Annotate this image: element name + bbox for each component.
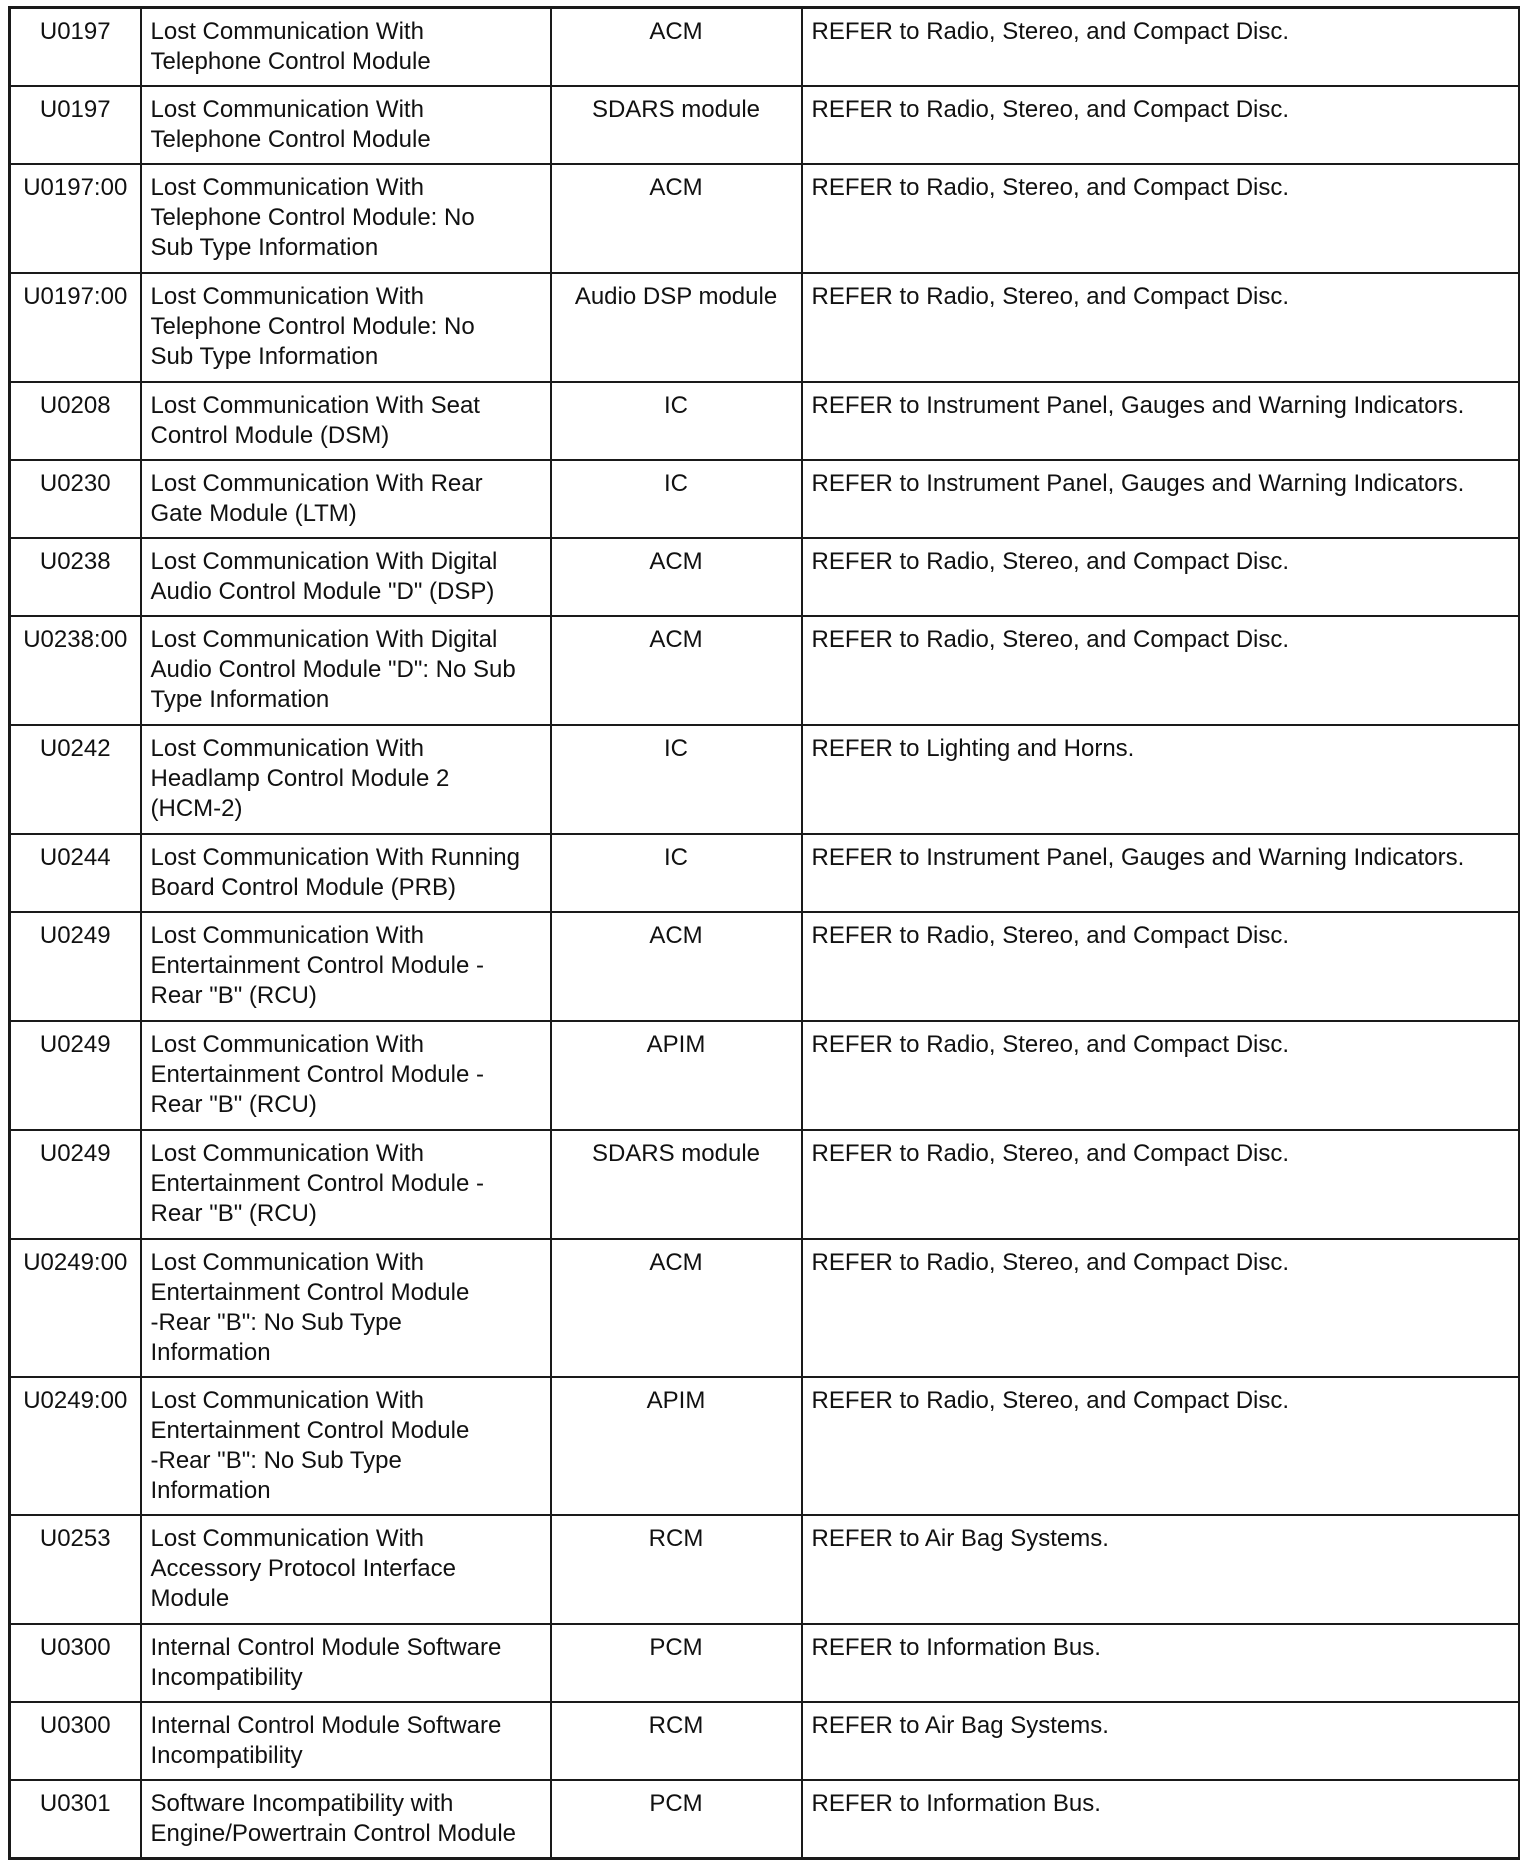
dtc-code-cell: U0208 <box>10 382 141 460</box>
description-cell: Lost Communication With Entertainment Control Module - Rear "B" (RCU) <box>141 1130 551 1239</box>
dtc-code-cell: U0249 <box>10 1021 141 1130</box>
module-cell: ACM <box>551 8 802 87</box>
action-cell: REFER to Radio, Stereo, and Compact Disc. <box>802 273 1520 382</box>
dtc-code-cell: U0301 <box>10 1780 141 1859</box>
dtc-code-cell: U0244 <box>10 834 141 912</box>
action-cell: REFER to Radio, Stereo, and Compact Disc. <box>802 86 1520 164</box>
module-cell: SDARS module <box>551 1130 802 1239</box>
module-cell: RCM <box>551 1515 802 1624</box>
description-cell: Lost Communication With Running Board Control Module (PRB) <box>141 834 551 912</box>
module-cell: RCM <box>551 1702 802 1780</box>
action-cell: REFER to Instrument Panel, Gauges and Warning Indicators. <box>802 834 1520 912</box>
table-row <box>10 1130 1520 1239</box>
dtc-code-cell: U0242 <box>10 725 141 834</box>
action-cell: REFER to Radio, Stereo, and Compact Disc. <box>802 1377 1520 1515</box>
module-cell: ACM <box>551 912 802 1021</box>
table-row <box>10 382 1520 460</box>
module-cell: PCM <box>551 1624 802 1702</box>
table-row <box>10 1239 1520 1377</box>
action-cell: REFER to Information Bus. <box>802 1780 1520 1859</box>
dtc-code-cell: U0197:00 <box>10 273 141 382</box>
action-cell: REFER to Instrument Panel, Gauges and Warning Indicators. <box>802 382 1520 460</box>
description-cell: Lost Communication With Rear Gate Module (LTM) <box>141 460 551 538</box>
table-row <box>10 1377 1520 1515</box>
description-cell: Lost Communication With Entertainment Control Module - Rear "B" (RCU) <box>141 912 551 1021</box>
dtc-code-cell: U0253 <box>10 1515 141 1624</box>
module-cell: Audio DSP module <box>551 273 802 382</box>
description-cell: Lost Communication With Entertainment Control Module - Rear "B" (RCU) <box>141 1021 551 1130</box>
action-cell: REFER to Radio, Stereo, and Compact Disc. <box>802 1130 1520 1239</box>
module-cell: SDARS module <box>551 86 802 164</box>
module-cell: ACM <box>551 616 802 725</box>
table-row <box>10 8 1520 87</box>
table-row <box>10 460 1520 538</box>
table-row <box>10 1780 1520 1859</box>
action-cell: REFER to Air Bag Systems. <box>802 1702 1520 1780</box>
table-row <box>10 725 1520 834</box>
table-row <box>10 1624 1520 1702</box>
description-cell: Internal Control Module Software Incompatibility <box>141 1702 551 1780</box>
table-row <box>10 834 1520 912</box>
action-cell: REFER to Instrument Panel, Gauges and Warning Indicators. <box>802 460 1520 538</box>
description-cell: Software Incompatibility with Engine/Powertrain Control Module <box>141 1780 551 1859</box>
description-cell: Internal Control Module Software Incompatibility <box>141 1624 551 1702</box>
dtc-code-cell: U0230 <box>10 460 141 538</box>
description-cell: Lost Communication With Headlamp Control Module 2 (HCM-2) <box>141 725 551 834</box>
dtc-code-cell: U0238:00 <box>10 616 141 725</box>
action-cell: REFER to Radio, Stereo, and Compact Disc. <box>802 164 1520 273</box>
description-cell: Lost Communication With Seat Control Module (DSM) <box>141 382 551 460</box>
action-cell: REFER to Radio, Stereo, and Compact Disc. <box>802 616 1520 725</box>
table-row <box>10 1702 1520 1780</box>
module-cell: IC <box>551 382 802 460</box>
table-row <box>10 1021 1520 1130</box>
description-cell: Lost Communication With Entertainment Control Module -Rear "B": No Sub Type Information <box>141 1239 551 1377</box>
module-cell: IC <box>551 460 802 538</box>
module-cell: IC <box>551 834 802 912</box>
action-cell: REFER to Radio, Stereo, and Compact Disc. <box>802 538 1520 616</box>
action-cell: REFER to Radio, Stereo, and Compact Disc. <box>802 1021 1520 1130</box>
dtc-code-cell: U0197 <box>10 86 141 164</box>
dtc-code-cell: U0249 <box>10 912 141 1021</box>
description-cell: Lost Communication With Digital Audio Control Module "D" (DSP) <box>141 538 551 616</box>
action-cell: REFER to Lighting and Horns. <box>802 725 1520 834</box>
dtc-code-cell: U0238 <box>10 538 141 616</box>
table-row <box>10 616 1520 725</box>
table-row <box>10 1515 1520 1624</box>
dtc-table <box>8 6 1520 1860</box>
module-cell: ACM <box>551 1239 802 1377</box>
table-row <box>10 86 1520 164</box>
dtc-code-cell: U0249 <box>10 1130 141 1239</box>
dtc-code-cell: U0249:00 <box>10 1377 141 1515</box>
description-cell: Lost Communication With Telephone Control Module: No Sub Type Information <box>141 164 551 273</box>
dtc-code-cell: U0197 <box>10 8 141 87</box>
module-cell: PCM <box>551 1780 802 1859</box>
dtc-code-cell: U0249:00 <box>10 1239 141 1377</box>
module-cell: ACM <box>551 164 802 273</box>
action-cell: REFER to Radio, Stereo, and Compact Disc. <box>802 1239 1520 1377</box>
table-row <box>10 273 1520 382</box>
table-row <box>10 164 1520 273</box>
module-cell: ACM <box>551 538 802 616</box>
module-cell: IC <box>551 725 802 834</box>
action-cell: REFER to Air Bag Systems. <box>802 1515 1520 1624</box>
description-cell: Lost Communication With Telephone Control Module: No Sub Type Information <box>141 273 551 382</box>
action-cell: REFER to Radio, Stereo, and Compact Disc. <box>802 8 1520 87</box>
dtc-code-cell: U0300 <box>10 1624 141 1702</box>
module-cell: APIM <box>551 1021 802 1130</box>
table-row <box>10 538 1520 616</box>
action-cell: REFER to Radio, Stereo, and Compact Disc. <box>802 912 1520 1021</box>
description-cell: Lost Communication With Telephone Control Module <box>141 86 551 164</box>
module-cell: APIM <box>551 1377 802 1515</box>
description-cell: Lost Communication With Digital Audio Control Module "D": No Sub Type Information <box>141 616 551 725</box>
description-cell: Lost Communication With Accessory Protocol Interface Module <box>141 1515 551 1624</box>
table-row <box>10 912 1520 1021</box>
action-cell: REFER to Information Bus. <box>802 1624 1520 1702</box>
description-cell: Lost Communication With Entertainment Control Module -Rear "B": No Sub Type Information <box>141 1377 551 1515</box>
description-cell: Lost Communication With Telephone Control Module <box>141 8 551 87</box>
dtc-code-cell: U0300 <box>10 1702 141 1780</box>
dtc-code-cell: U0197:00 <box>10 164 141 273</box>
